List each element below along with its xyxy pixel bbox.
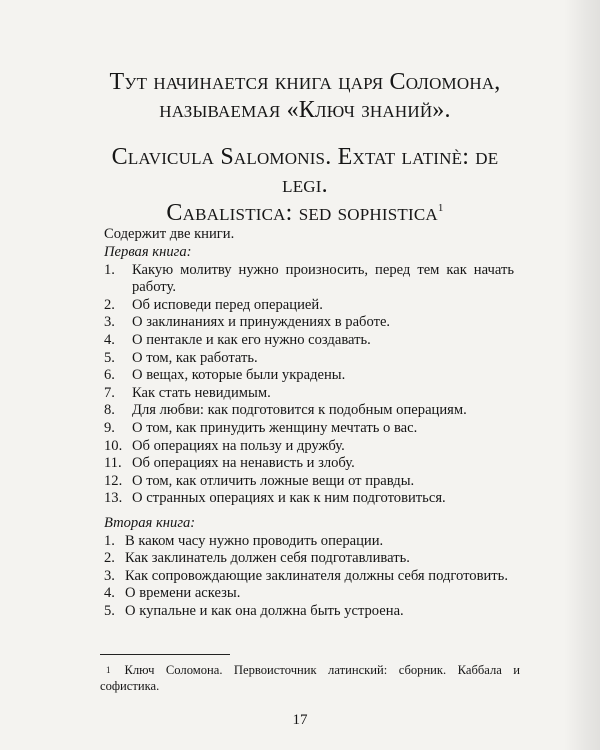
list-item — [104, 603, 514, 621]
list-item-text: О том, как принудить женщину мечтать о вас. — [132, 419, 418, 436]
list-item — [104, 455, 514, 473]
list-item — [104, 402, 514, 420]
list-item — [104, 385, 514, 403]
list-item-text: Как заклинатель должен себя подготавливать. — [125, 550, 410, 567]
list-item — [104, 314, 514, 332]
book2-title: Вторая книга: — [104, 515, 196, 531]
list-item-text: Как сопровождающие заклинателя должны себя подготовить. — [125, 567, 508, 584]
footnote-separator — [100, 654, 230, 655]
footnote-reference[interactable]: 1 — [437, 202, 444, 214]
book1-title: Первая книга: — [104, 244, 192, 260]
footnote-mark: 1 — [106, 665, 111, 675]
list-item — [104, 585, 514, 603]
list-item — [104, 367, 514, 385]
list-item-number: 7. — [104, 384, 115, 401]
title-line-1: Тут начинается книга царя Соломона, — [109, 69, 501, 95]
list-item-number: 1. — [104, 532, 115, 549]
list-item-number: 13. — [104, 490, 123, 507]
list-item — [104, 533, 514, 551]
intro-text: Содержит две книги. — [104, 226, 235, 242]
list-item-number: 5. — [104, 602, 115, 619]
list-item-text: Как стать невидимым. — [132, 384, 271, 401]
list-item — [104, 420, 514, 438]
list-item-text: О купальне и как она должна быть устроена. — [125, 602, 404, 619]
list-item-text: О заклинаниях и принуждениях в работе. — [132, 314, 391, 331]
list-item-number: 1. — [104, 261, 115, 278]
latin-line-2-text: Cabalistica: sed sophistica — [166, 200, 438, 226]
list-item — [104, 350, 514, 368]
list-item — [104, 332, 514, 350]
title-latin — [100, 143, 510, 227]
list-item-number: 12. — [104, 472, 123, 489]
list-item — [104, 550, 514, 568]
list-item — [104, 490, 514, 508]
list-item — [104, 262, 514, 297]
list-item — [104, 568, 514, 586]
footnote — [100, 662, 520, 694]
list-item-number: 2. — [104, 550, 115, 567]
list-item-number: 3. — [104, 314, 115, 331]
latin-line-1: Clavicula Salomonis. Extat latinè: de legi. — [111, 144, 499, 198]
book2-section — [104, 515, 514, 621]
list-item-number: 2. — [104, 296, 115, 313]
list-item-text: О вещах, которые были украдены. — [132, 367, 346, 384]
list-item-text: Об операциях на ненависть и злобу. — [132, 455, 355, 472]
list-item-text: О времени аскезы. — [125, 585, 241, 602]
list-item — [104, 473, 514, 491]
list-item-text: О том, как отличить ложные вещи от правды. — [132, 472, 415, 489]
book1-list — [104, 262, 514, 508]
list-item-text: О том, как работать. — [132, 349, 258, 366]
list-item-text: Для любви: как подготовится к подобным операциям. — [132, 402, 467, 419]
page-number: 17 — [292, 712, 308, 728]
title-line-2: называемая «Ключ знаний». — [159, 97, 451, 123]
list-item-number: 5. — [104, 349, 115, 366]
list-item-number: 6. — [104, 367, 115, 384]
list-item-number: 4. — [104, 585, 115, 602]
list-item-number: 3. — [104, 567, 115, 584]
list-item-text: В каком часу нужно проводить операции. — [125, 532, 384, 549]
page-edge-shadow — [564, 0, 600, 750]
book1-section — [104, 244, 514, 508]
list-item-number: 9. — [104, 419, 115, 436]
list-item-text: Об операциях на пользу и дружбу. — [132, 437, 345, 454]
latin-line-2 — [100, 199, 510, 227]
list-item-text: Об исповеди перед операцией. — [132, 296, 323, 313]
list-item — [104, 438, 514, 456]
list-item-number: 10. — [104, 437, 123, 454]
title-russian — [100, 68, 510, 124]
footnote-text: Ключ Соломона. Первоисточник латинский: сборник. Каббала и софистика. — [100, 663, 520, 693]
list-item-number: 8. — [104, 402, 115, 419]
list-item-text: О пентакле и как его нужно создавать. — [132, 331, 371, 348]
list-item — [104, 297, 514, 315]
list-item-number: 4. — [104, 331, 115, 348]
list-item-text: О странных операциях и как к ним подготовиться. — [132, 490, 446, 507]
list-item-number: 11. — [104, 455, 122, 472]
list-item-text: Какую молитву нужно произносить, перед тем как начать работу. — [132, 261, 514, 296]
book2-list — [104, 533, 514, 621]
